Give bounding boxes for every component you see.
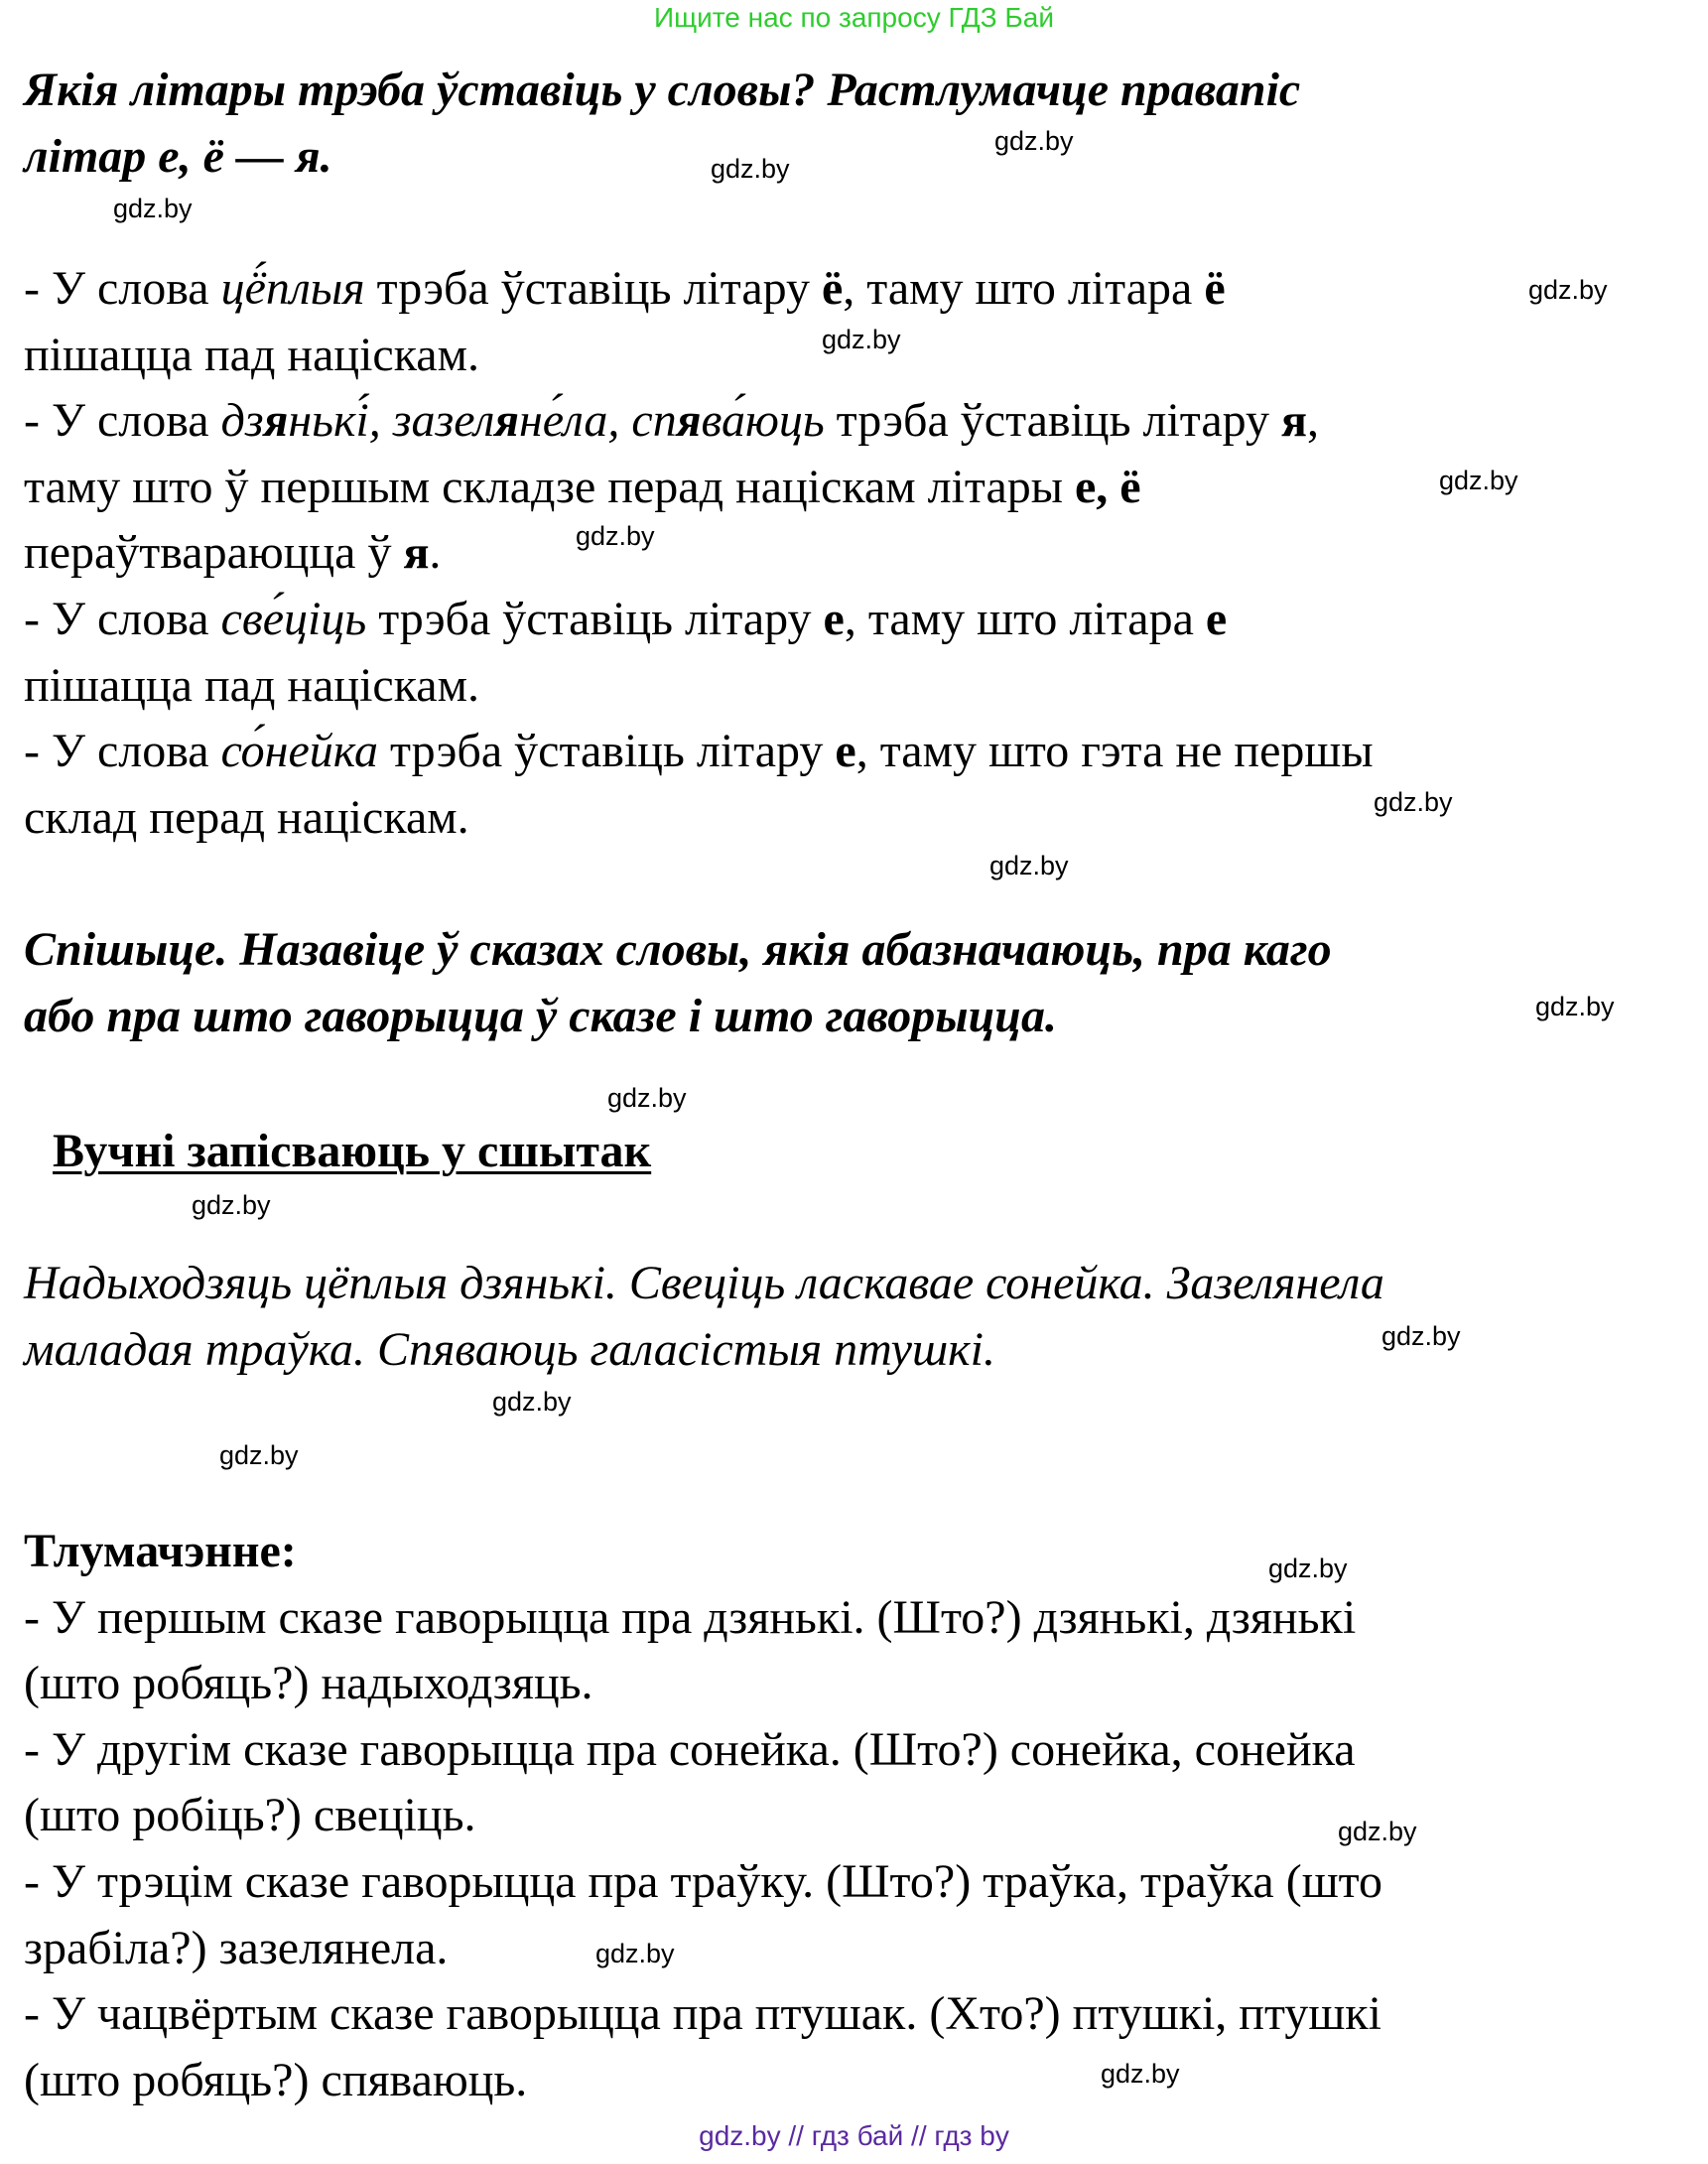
task1-answer-line-segment: е bbox=[1205, 593, 1228, 645]
watermark: gdz.by bbox=[607, 1083, 687, 1113]
explanation-line-segment: - У першым сказе гаворыцца пра дзянькі. (Што?) дзянькі, дзянькі bbox=[24, 1591, 1357, 1644]
task1-answer-line-segment: све́ціць bbox=[220, 593, 367, 645]
task1-answer-line-segment: трэба ўставіць літару bbox=[366, 593, 824, 645]
task1-answer-line-segment: не́ла, сп bbox=[518, 394, 677, 447]
task1-answer-line-segment: склад перад націскам. bbox=[24, 791, 469, 844]
notebook-line-segment: Надыходзяць цёплыя дзянькі. Свеціць ласкавае сонейка. Зазелянела bbox=[24, 1257, 1384, 1309]
explanation-line bbox=[24, 1916, 448, 1981]
task1-answer-line-segment: - У слова bbox=[24, 593, 221, 645]
explanation-line-segment: (што робіць?) свеціць. bbox=[24, 1789, 476, 1841]
explanation-line-segment: - У чацвёртым сказе гаворыцца пра птушак. (Хто?) птушкі, птушкі bbox=[24, 1987, 1381, 2040]
task1-answer-line-segment: дз bbox=[220, 394, 264, 447]
watermark: gdz.by bbox=[1268, 1554, 1348, 1583]
task1-answer-line-segment: цё́плыя bbox=[220, 262, 365, 315]
watermark: gdz.by bbox=[1535, 992, 1615, 1021]
watermark: gdz.by bbox=[989, 851, 1069, 880]
task1-answer-line bbox=[24, 785, 469, 851]
task2-title-line-segment: Спішыце. Назавіце ў сказах словы, якія абазначаюць, пра каго bbox=[24, 923, 1332, 976]
task1-answer-line bbox=[24, 256, 1226, 322]
watermark: gdz.by bbox=[711, 154, 790, 184]
watermark: gdz.by bbox=[1338, 1817, 1417, 1846]
task1-answer-line-segment: я bbox=[1281, 394, 1307, 447]
task1-answer-line-segment: , таму што літара bbox=[844, 593, 1206, 645]
watermark: gdz.by bbox=[492, 1387, 572, 1417]
watermark: gdz.by bbox=[1528, 275, 1608, 305]
watermark: gdz.by bbox=[595, 1939, 675, 1968]
explanation-line bbox=[24, 1585, 1356, 1651]
task1-answer-line bbox=[24, 587, 1227, 652]
explanation-line-segment: (што робяць?) спяваюць. bbox=[24, 2054, 528, 2106]
watermark: gdz.by bbox=[219, 1440, 299, 1470]
explanation-line bbox=[24, 1849, 1382, 1915]
task1-answer-line-segment: ё bbox=[821, 262, 844, 315]
task1-answer-line-segment: я bbox=[676, 394, 702, 447]
task1-answer-line-segment: трэба ўставіць літару bbox=[824, 394, 1282, 447]
watermark: gdz.by bbox=[1381, 1321, 1461, 1351]
task2-title-line bbox=[24, 984, 1057, 1049]
watermark: gdz.by bbox=[192, 1190, 271, 1220]
watermark: gdz.by bbox=[1101, 2059, 1180, 2089]
watermark: gdz.by bbox=[1439, 466, 1518, 495]
task1-answer-line-segment: - У слова bbox=[24, 725, 221, 777]
task1-answer-line-segment: е bbox=[835, 725, 856, 777]
explanation-line bbox=[24, 1981, 1381, 2047]
task1-answer-line-segment: со́нейка bbox=[220, 725, 379, 777]
notebook-subheading-segment: Вучні запісваюць у сшытак bbox=[53, 1125, 652, 1177]
task1-title-line bbox=[24, 58, 1300, 123]
explanation-line-segment: - У трэцім сказе гаворыцца пра траўку. (Што?) траўка, траўка (што bbox=[24, 1855, 1383, 1908]
watermark: gdz.by bbox=[576, 521, 655, 551]
task1-title-line-segment: літар е, ё — я. bbox=[24, 130, 332, 183]
notebook-subheading bbox=[53, 1119, 651, 1184]
task1-answer-line-segment: трэба ўставіць літару bbox=[364, 262, 822, 315]
notebook-line bbox=[24, 1317, 995, 1383]
notebook-line-segment: маладая траўка. Спяваюць галасістыя птушкі. bbox=[24, 1323, 995, 1376]
task1-answer-line-segment: я bbox=[403, 526, 430, 579]
task1-answer-line bbox=[24, 520, 441, 586]
watermark: gdz.by bbox=[994, 126, 1074, 156]
task1-answer-line-segment: е bbox=[823, 593, 845, 645]
task1-answer-line bbox=[24, 455, 1141, 520]
task1-answer-line-segment: ё bbox=[1204, 262, 1226, 315]
task1-answer-line-segment: . bbox=[429, 526, 442, 579]
task1-answer-line bbox=[24, 388, 1319, 454]
explanation-line bbox=[24, 1783, 476, 1848]
task1-answer-line-segment: пераўтвараюцца ў bbox=[24, 526, 404, 579]
task1-answer-line-segment: , таму што літара bbox=[843, 262, 1205, 315]
task1-answer-line-segment: - У слова bbox=[24, 262, 221, 315]
task2-title-line-segment: або пра што гаворыцца ў сказе і што гаворыцца. bbox=[24, 990, 1057, 1042]
explanation-line bbox=[24, 1651, 593, 1716]
footer-banner: gdz.by // гдз бай // гдз by bbox=[699, 2120, 1009, 2151]
task1-answer-line-segment: нькі́, зазел bbox=[288, 394, 495, 447]
explanation-line-segment: - У другім сказе гаворыцца пра сонейка. (Што?) сонейка, сонейка bbox=[24, 1723, 1356, 1776]
task1-answer-line-segment: ва́юць bbox=[701, 394, 825, 447]
explanation-line-segment: Тлумачэнне: bbox=[24, 1525, 297, 1577]
explanation-line bbox=[24, 2048, 527, 2113]
notebook-line bbox=[24, 1251, 1384, 1316]
explanation-line bbox=[24, 1717, 1356, 1783]
task1-answer-line-segment: е, ё bbox=[1075, 461, 1141, 513]
watermark: gdz.by bbox=[1374, 787, 1453, 817]
task1-answer-line-segment: я bbox=[494, 394, 519, 447]
task1-answer-line-segment: таму што ў першым складзе перад націскам літары bbox=[24, 461, 1075, 513]
explanation-line bbox=[24, 1519, 297, 1584]
task1-answer-line-segment: я bbox=[263, 394, 289, 447]
task1-answer-line bbox=[24, 719, 1374, 784]
task1-answer-line-segment: пішацца пад націскам. bbox=[24, 329, 479, 381]
task1-answer-line bbox=[24, 323, 479, 388]
task1-answer-line-segment: , таму што гэта не першы bbox=[855, 725, 1374, 777]
explanation-line-segment: (што робяць?) надыходзяць. bbox=[24, 1657, 593, 1709]
watermark: gdz.by bbox=[822, 325, 901, 354]
search-banner: Ищите нас по запросу ГДЗ Бай bbox=[653, 2, 1055, 33]
task1-answer-line-segment: - У слова bbox=[24, 394, 221, 447]
task1-answer-line-segment: трэба ўставіць літару bbox=[378, 725, 836, 777]
task1-answer-line bbox=[24, 653, 479, 719]
explanation-line-segment: зрабіла?) зазелянела. bbox=[24, 1922, 449, 1974]
task1-title-line bbox=[24, 124, 332, 190]
task2-title-line bbox=[24, 917, 1332, 983]
task1-title-line-segment: Якія літары трэба ўставіць у словы? Растлумачце правапіс bbox=[24, 64, 1301, 116]
task1-answer-line-segment: пішацца пад націскам. bbox=[24, 659, 479, 712]
task1-answer-line-segment: , bbox=[1307, 394, 1319, 447]
watermark: gdz.by bbox=[113, 194, 193, 223]
